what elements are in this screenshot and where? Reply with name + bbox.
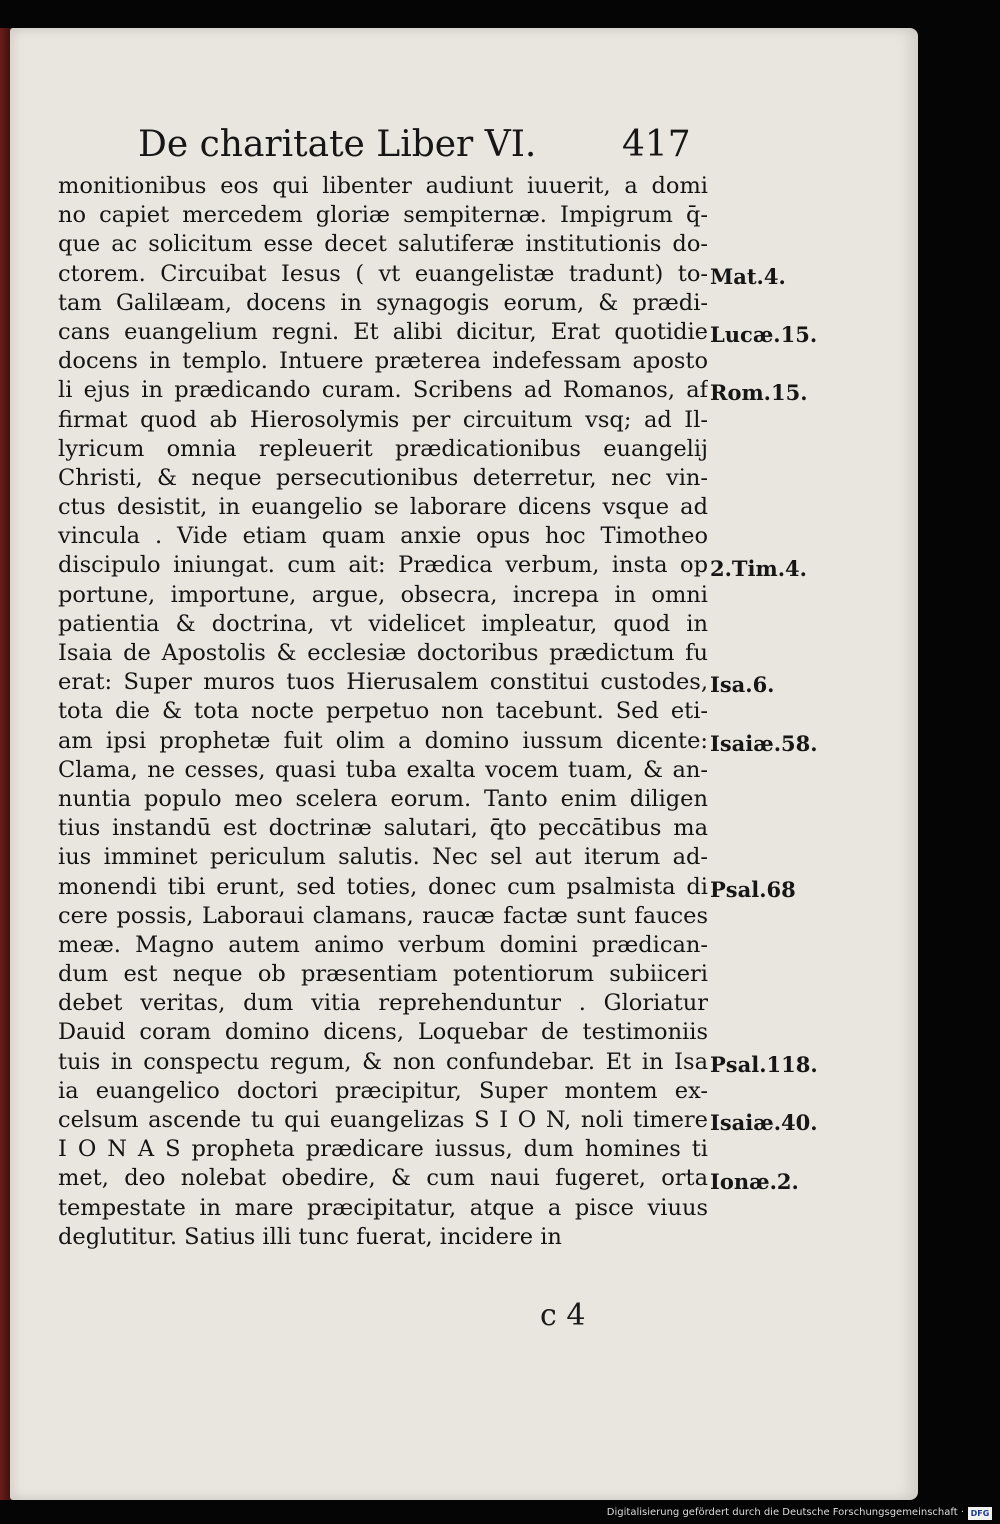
funding-credit: Digitalisierung gefördert durch die Deutsche Forschungsgemeinschaft ·	[606, 1507, 964, 1518]
body-line: nuntia populo meo scelera eorum. Tanto enim diligen	[58, 785, 708, 812]
body-line: monendi tibi erunt, sed toties, donec cum psalmista di	[58, 873, 708, 900]
dfg-logo-icon: DFG	[968, 1507, 992, 1520]
body-line: ctus desistit, in euangelio se laborare dicens vsque ad	[58, 494, 708, 521]
body-line: dum est neque ob præsentiam potentiorum subiiceri	[58, 961, 708, 988]
body-line: deglutitur. Satius illi tunc fuerat, incidere in	[58, 1223, 562, 1250]
body-line: no capiet mercedem gloriæ sempiternæ. Impigrum q̄-	[58, 202, 708, 229]
body-line: vincula . Vide etiam quam anxie opus hoc Timotheo	[58, 523, 708, 550]
body-line: ia euangelico doctori præcipitur, Super montem ex-	[58, 1077, 708, 1104]
margin-note: Isaiæ.58.	[710, 730, 818, 756]
body-line: ctorem. Circuibat Iesus ( vt euangelistæ tradunt) to-	[58, 260, 708, 287]
body-line: tempestate in mare præcipitatur, atque a pisce viuus	[58, 1194, 708, 1221]
body-line: cans euangelium regni. Et alibi dicitur, Erat quotidie	[58, 318, 708, 345]
body-line: tuis in conspectu regum, & non confundebar. Et in Isa	[58, 1048, 708, 1075]
margin-note: Lucæ.15.	[710, 322, 818, 347]
body-line: Isaia de Apostolis & ecclesiæ doctoribus prædictum fu	[58, 640, 708, 666]
body-line: portune, importune, argue, obsecra, increpa in omni	[58, 581, 708, 608]
body-line: cere possis, Laboraui clamans, raucæ factæ sunt fauces	[58, 902, 708, 929]
body-line: celsum ascende tu qui euangelizas S I O N, noli timere	[58, 1107, 708, 1133]
body-line: met, deo nolebat obedire, & cum naui fugeret, orta	[58, 1165, 708, 1192]
body-line: I O N A S propheta prædicare iussus, dum homines ti	[58, 1136, 708, 1163]
page-number: 417	[622, 124, 691, 165]
margin-note: Rom.15.	[710, 380, 808, 406]
running-head	[138, 124, 698, 174]
body-line: tota die & tota nocte perpetuo non tacebunt. Sed eti-	[58, 698, 708, 725]
body-line: patientia & doctrina, vt videlicet impleatur, quod in	[58, 610, 708, 637]
margin-note: Psal.68	[710, 876, 796, 902]
body-line: debet veritas, dum vitia reprehenduntur . Gloriatur	[58, 990, 708, 1017]
margin-note: Psal.118.	[710, 1052, 818, 1077]
margin-note: Mat.4.	[710, 263, 786, 289]
body-line: Christi, & neque persecutionibus deterretur, nec vin-	[58, 464, 708, 491]
body-line: tius instandū est doctrinæ salutari, q̄to peccātibus ma	[58, 815, 708, 842]
body-line: am ipsi prophetæ fuit olim a domino iussum dicente:	[58, 727, 708, 754]
signature-mark: c 4	[540, 1298, 586, 1333]
body-line: erat: Super muros tuos Hierusalem constitui custodes,	[58, 669, 708, 696]
margin-note: 2.Tim.4.	[710, 555, 807, 581]
body-line: Dauid coram domino dicens, Loquebar de testimoniis	[58, 1019, 708, 1046]
margin-note: Isaiæ.40.	[710, 1110, 818, 1136]
body-line: ius imminet periculum salutis. Nec sel aut iterum ad-	[58, 844, 708, 871]
body-line: docens in templo. Intuere præterea indefessam aposto	[58, 348, 708, 375]
body-line: Clama, ne cesses, quasi tuba exalta vocem tuam, & an-	[58, 756, 708, 783]
body-line: lyricum omnia repleuerit prædicationibus euangelij	[58, 435, 708, 462]
body-line: tam Galilæam, docens in synagogis eorum, & prædi-	[58, 289, 708, 316]
body-line: discipulo iniungat. cum ait: Prædica verbum, insta op	[58, 552, 708, 579]
running-head-title: De charitate Liber VI.	[138, 124, 537, 165]
body-line: que ac solicitum esse decet salutiferæ institutionis do-	[58, 231, 708, 258]
body-line: li ejus in prædicando curam. Scribens ad Romanos, af	[58, 377, 708, 404]
body-text	[58, 172, 708, 1252]
body-line: firmat quod ab Hierosolymis per circuitum vsq; ad Il-	[58, 406, 708, 433]
margin-note: Ionæ.2.	[710, 1168, 799, 1194]
body-line: meæ. Magno autem animo verbum domini prædican-	[58, 931, 708, 958]
margin-note: Isa.6.	[710, 672, 775, 698]
body-line: monitionibus eos qui libenter audiunt iuuerit, a domi	[58, 173, 708, 199]
